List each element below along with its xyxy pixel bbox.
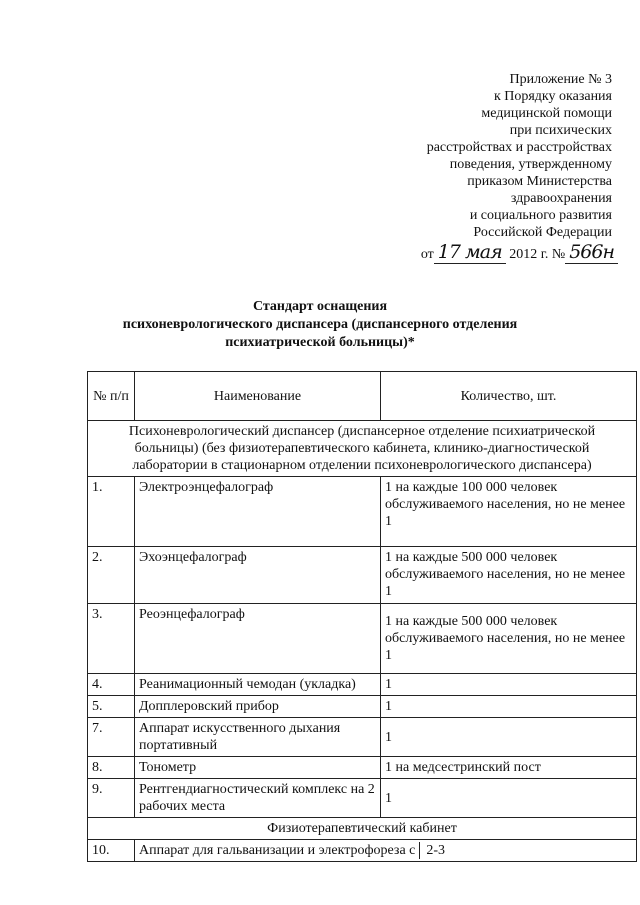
row-quantity: 1 — [381, 674, 637, 696]
section-title: Физиотерапевтический кабинет — [88, 818, 637, 840]
appendix-line: здравоохранения — [510, 191, 612, 206]
table-row — [88, 757, 637, 779]
row-number: 5. — [88, 696, 135, 718]
row-name: Реоэнцефалограф — [135, 604, 381, 674]
table-row — [88, 547, 637, 604]
row-quantity: 2-3 — [419, 842, 445, 859]
row-quantity: 1 — [381, 718, 637, 757]
section-title: Психоневрологический диспансер (диспансерное отделение психиатрической больницы) (без физиотерапевтического кабинета, клинико-диагностической лаборатории в стационарном отделении психоневрологического диспансера) — [88, 421, 637, 477]
row-name: Электроэнцефалограф — [135, 477, 381, 547]
row-name: Аппарат искусственного дыхания портативный — [135, 718, 381, 757]
title-line: Стандарт оснащения — [252, 299, 388, 314]
table-row — [88, 674, 637, 696]
row-quantity: 1 на каждые 500 000 человек обслуживаемого населения, но не менее 1 — [381, 604, 637, 674]
table-row — [88, 696, 637, 718]
header-number: № п/п — [88, 372, 135, 421]
row-number: 3. — [88, 604, 135, 674]
document-title — [70, 298, 570, 352]
table-row — [88, 718, 637, 757]
row-quantity: 1 на каждые 100 000 человек обслуживаемого населения, но не менее 1 — [381, 477, 637, 547]
appendix-line: Приложение № 3 — [509, 72, 612, 87]
section-row — [88, 818, 637, 840]
section-row — [88, 421, 637, 477]
row-name: Рентгендиагностический комплекс на 2 рабочих места — [135, 779, 381, 818]
title-line: психоневрологического диспансера (диспансерного отделения — [122, 317, 518, 332]
appendix-line: при психических — [509, 123, 612, 138]
row-number: 10. — [88, 840, 135, 862]
row-name: Аппарат для гальванизации и электрофореза с — [139, 843, 416, 858]
row-quantity: 1 — [381, 779, 637, 818]
table-row — [88, 779, 637, 818]
row-name: Эхоэнцефалограф — [135, 547, 381, 604]
row-number: 7. — [88, 718, 135, 757]
row-quantity: 1 на каждые 500 000 человек обслуживаемого населения, но не менее 1 — [381, 547, 637, 604]
row-name: Допплеровский прибор — [135, 696, 381, 718]
header-name: Наименование — [135, 372, 381, 421]
order-number-handwritten: 566н — [565, 241, 618, 264]
table-row — [88, 604, 637, 674]
row-name-quantity — [135, 840, 637, 862]
order-reference — [420, 241, 618, 263]
title-line: психиатрической больницы)* — [225, 335, 415, 350]
row-quantity: 1 на медсестринский пост — [381, 757, 637, 779]
table-row — [88, 477, 637, 547]
row-quantity: 1 — [381, 696, 637, 718]
order-year: 2012 г. № — [509, 247, 566, 262]
appendix-line: приказом Министерства — [467, 174, 612, 189]
appendix-line: поведения, утвержденному — [449, 157, 612, 172]
row-number: 4. — [88, 674, 135, 696]
order-date-handwritten: 17 мая — [434, 241, 506, 264]
appendix-header — [427, 71, 612, 241]
row-name: Тонометр — [135, 757, 381, 779]
header-quantity: Количество, шт. — [381, 372, 637, 421]
table-row — [88, 840, 637, 862]
appendix-line: Российской Федерации — [473, 225, 612, 240]
appendix-line: медицинской помощи — [481, 106, 612, 121]
order-prefix: от — [420, 247, 434, 262]
appendix-line: и социального развития — [469, 208, 612, 223]
appendix-line: расстройствах и расстройствах — [426, 140, 612, 155]
row-number: 9. — [88, 779, 135, 818]
row-name: Реанимационный чемодан (укладка) — [135, 674, 381, 696]
row-number: 2. — [88, 547, 135, 604]
row-number: 1. — [88, 477, 135, 547]
table-header-row — [88, 372, 637, 421]
equipment-table — [87, 371, 637, 862]
row-number: 8. — [88, 757, 135, 779]
appendix-line: к Порядку оказания — [493, 89, 612, 104]
